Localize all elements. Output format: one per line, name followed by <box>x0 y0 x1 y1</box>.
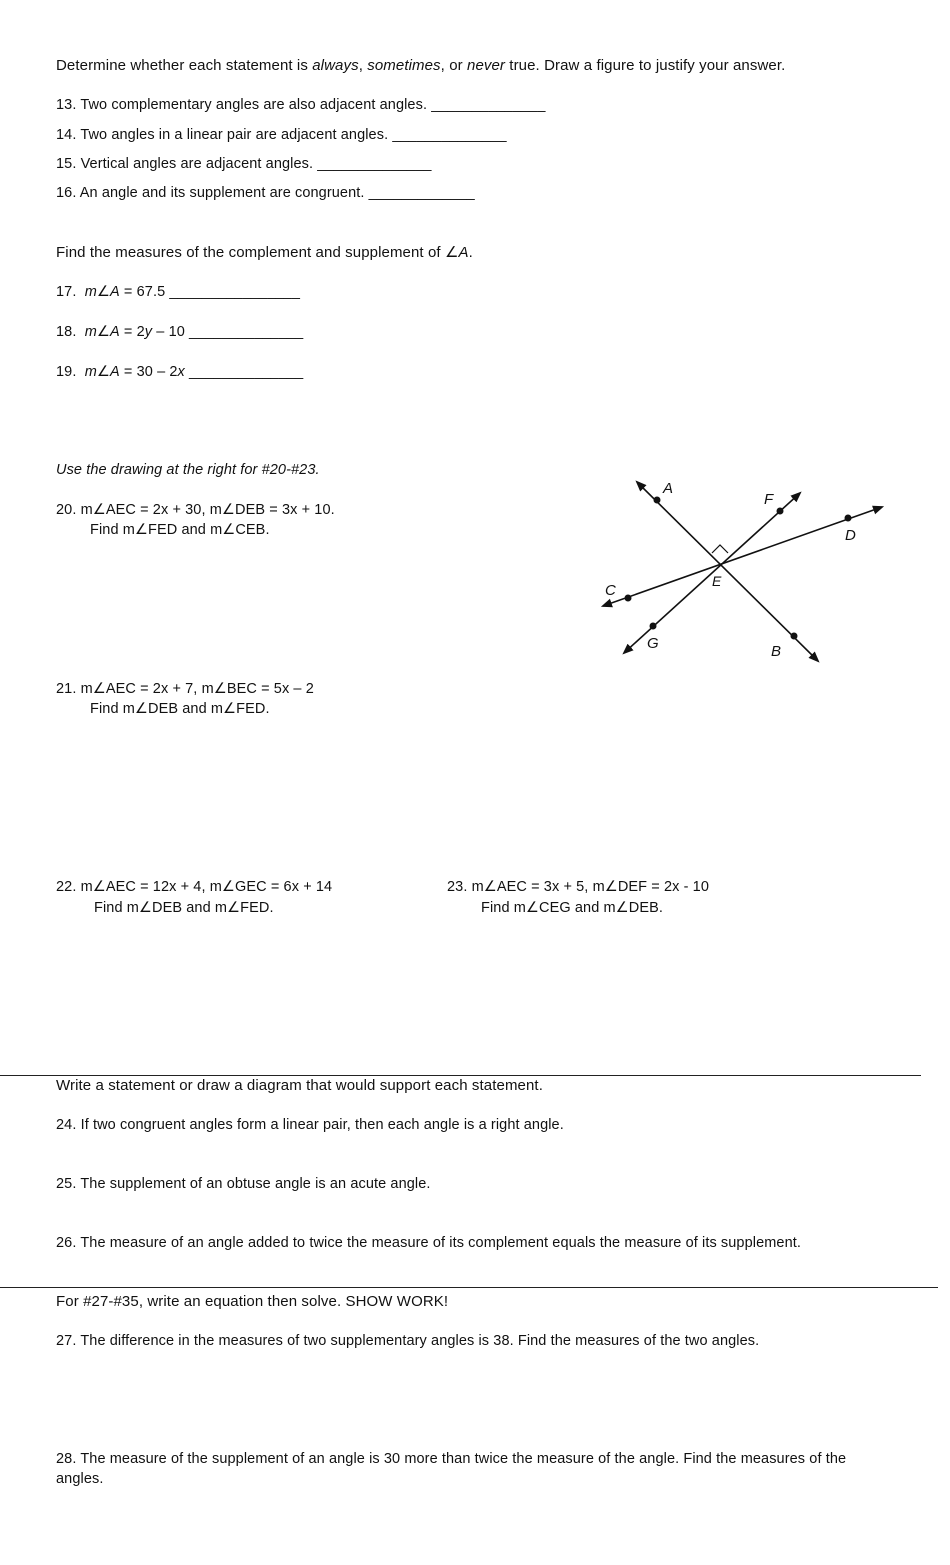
label-b: B <box>771 643 782 660</box>
question-27: 27. The difference in the measures of two supplementary angles is 38. Find the measures of the two angles. <box>56 1333 760 1349</box>
question-19: 19. m∠A = 30 – 2x ______________ <box>56 364 304 380</box>
instructions-support: Write a statement or draw a diagram that would support each statement. <box>56 1077 543 1094</box>
question-14: 14. Two angles in a linear pair are adjacent angles. ______________ <box>56 127 507 143</box>
instructions-equations: For #27-#35, write an equation then solve. SHOW WORK! <box>56 1293 449 1310</box>
line-ab <box>637 482 818 661</box>
instructions-complement-supplement: Find the measures of the complement and supplement of ∠A. <box>56 244 473 261</box>
intersecting-lines-figure <box>590 470 900 675</box>
question-22-line-2: Find m∠DEB and m∠FED. <box>94 900 274 916</box>
question-24: 24. If two congruent angles form a linear pair, then each angle is a right angle. <box>56 1117 564 1133</box>
label-d: D <box>845 527 856 544</box>
question-21-line-1: 21. m∠AEC = 2x + 7, m∠BEC = 5x – 2 <box>56 681 314 697</box>
label-c: C <box>605 582 616 599</box>
word-never: never <box>467 57 506 74</box>
point-a <box>654 497 661 504</box>
question-15: 15. Vertical angles are adjacent angles. ______________ <box>56 156 432 172</box>
label-a: A <box>663 480 674 497</box>
angle-a-symbol: ∠A <box>444 244 469 261</box>
question-17: 17. m∠A = 67.5 ________________ <box>56 284 300 300</box>
question-13: 13. Two complementary angles are also adjacent angles. ______________ <box>56 97 546 113</box>
question-20-line-1: 20. m∠AEC = 2x + 30, m∠DEB = 3x + 10. <box>56 502 335 518</box>
question-16: 16. An angle and its supplement are congruent. _____________ <box>56 185 475 201</box>
question-22-line-1: 22. m∠AEC = 12x + 4, m∠GEC = 6x + 14 <box>56 879 333 895</box>
instructions-always-sometimes-never: Determine whether each statement is always, sometimes, or never true. Draw a figure to justify your answer. <box>56 57 786 74</box>
point-g <box>650 623 657 630</box>
instructions-drawing: Use the drawing at the right for #20-#23. <box>56 462 320 478</box>
question-28-line-1: 28. The measure of the supplement of an angle is 30 more than twice the measure of the angle. Find the measures of the <box>56 1451 847 1467</box>
question-25: 25. The supplement of an obtuse angle is an acute angle. <box>56 1176 431 1192</box>
right-angle-marker <box>712 545 728 553</box>
line-cd <box>603 507 882 606</box>
word-sometimes: sometimes <box>367 57 441 74</box>
divider-equations <box>0 1287 938 1288</box>
question-20-line-2: Find m∠FED and m∠CEB. <box>90 522 270 538</box>
question-23-line-1: 23. m∠AEC = 3x + 5, m∠DEF = 2x - 10 <box>447 879 709 895</box>
question-21-line-2: Find m∠DEB and m∠FED. <box>90 701 270 717</box>
label-e: E <box>712 573 722 589</box>
question-26: 26. The measure of an angle added to twice the measure of its complement equals the measure of its supplement. <box>56 1235 802 1251</box>
point-b <box>791 633 798 640</box>
label-f: F <box>764 491 774 508</box>
word-always: always <box>312 57 359 74</box>
question-28-line-2: angles. <box>56 1471 104 1487</box>
point-d <box>845 515 852 522</box>
question-18: 18. m∠A = 2y – 10 ______________ <box>56 324 304 340</box>
label-g: G <box>647 635 659 652</box>
point-f <box>777 508 784 515</box>
question-23-line-2: Find m∠CEG and m∠DEB. <box>481 900 664 916</box>
point-c <box>625 595 632 602</box>
